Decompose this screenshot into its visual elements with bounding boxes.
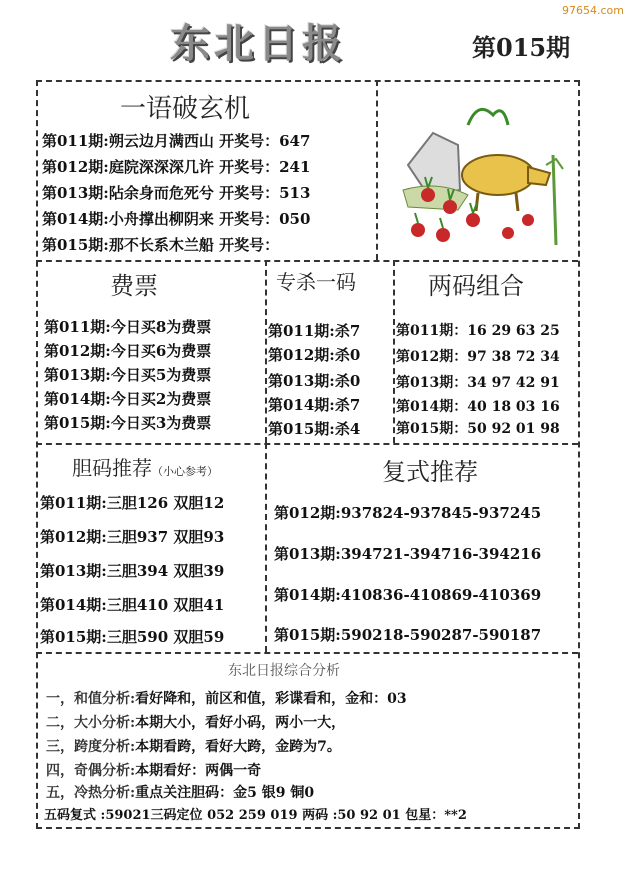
divider-fei-zhuan: [265, 260, 267, 443]
fushi-row: 第013期:394721-394716-394216: [274, 545, 542, 563]
zhuansha-row: 第013期:杀0: [268, 372, 361, 390]
riddle-row: 第012期:庭院深深深几许 开奖号：241: [42, 158, 311, 176]
liangma-row: 第014期：40 18 03 16: [396, 399, 560, 415]
danma-row: 第011期:三胆126 双胆12: [40, 494, 225, 512]
analysis-text: 本期大小，看好小码，两小一大，: [135, 715, 346, 731]
issue-number: 第015期: [472, 33, 571, 62]
divider-dan-fushi: [265, 443, 267, 652]
analysis-text: 本期看好：两偶一奇: [135, 763, 262, 779]
analysis-text: 本期看跨，看好大跨，金跨为7。: [135, 739, 341, 755]
feipiao-row: 第014期:今日买2为费票: [44, 390, 212, 408]
zhuansha-title: 专杀一码: [276, 270, 356, 294]
fushi-row: 第014期:410836-410869-410369: [274, 586, 542, 604]
fushi-row: 第015期:590218-590287-590187: [274, 626, 542, 644]
analysis-footer: 五码复式 :59021三码定位 052 259 019 两码 :50 92 01 包星：**2: [44, 808, 467, 823]
divider-zhuan-liang: [393, 260, 395, 443]
liangma-title: 两码组合: [428, 272, 524, 300]
analysis-row: [46, 760, 261, 780]
feipiao-title: 费票: [110, 272, 158, 300]
divider-row1: [36, 260, 578, 262]
liangma-row: 第015期：50 92 01 98: [396, 421, 560, 437]
analysis-row: [46, 782, 314, 802]
feipiao-row: 第012期:今日买6为费票: [44, 342, 212, 360]
analysis-key: 三，跨度分析:: [46, 739, 136, 755]
divider-row2: [36, 443, 578, 445]
danma-title-text: 胆码推荐: [72, 456, 152, 480]
riddle-row: 第014期:小舟撑出柳阴来 开奖号：050: [42, 210, 311, 228]
analysis-row: [46, 688, 407, 708]
divider-row3: [36, 652, 578, 654]
riddle-row: 第015期:那不长系木兰船 开奖号：: [42, 236, 280, 254]
riddle-row: 第011期:朔云边月满西山 开奖号：647: [42, 132, 311, 150]
feipiao-row: 第015期:今日买3为费票: [44, 414, 212, 432]
analysis-key: 五，冷热分析:: [46, 785, 136, 801]
danma-row: 第014期:三胆410 双胆41: [40, 596, 225, 614]
liangma-row: 第011期：16 29 63 25: [396, 323, 560, 339]
riddle-title: 一语破玄机: [120, 94, 251, 124]
analysis-key: 四，奇偶分析:: [46, 763, 136, 779]
analysis-row: [46, 712, 345, 732]
danma-row: 第012期:三胆937 双胆93: [40, 528, 225, 546]
site-watermark: 97654.com: [562, 4, 624, 17]
fushi-title: 复式推荐: [382, 458, 478, 486]
fushi-row: 第012期:937824-937845-937245: [274, 504, 542, 522]
zhuansha-row: 第014期:杀7: [268, 396, 361, 414]
riddle-row: 第013期:阽余身而危死兮 开奖号：513: [42, 184, 311, 202]
feipiao-row: 第011期:今日买8为费票: [44, 318, 212, 336]
danma-row: 第015期:三胆590 双胆59: [40, 628, 225, 646]
danma-row: 第013期:三胆394 双胆39: [40, 562, 225, 580]
zhuansha-row: 第011期:杀7: [268, 322, 361, 340]
analysis-title: 东北日报综合分析: [228, 663, 340, 679]
analysis-text: 重点关注胆码：金5 银9 铜0: [135, 785, 315, 801]
masthead-title: 东北日报: [170, 20, 346, 67]
liangma-row: 第012期：97 38 72 34: [396, 349, 560, 365]
danma-title: [72, 452, 218, 481]
danma-note: （小心参考）: [152, 465, 218, 478]
analysis-key: 二，大小分析:: [46, 715, 136, 731]
analysis-text: 看好降和，前区和值，彩谍看和，金和：03: [135, 691, 407, 707]
analysis-row: [46, 736, 341, 756]
zhuansha-row: 第012期:杀0: [268, 346, 361, 364]
boar-radish-illustration: [398, 95, 570, 247]
liangma-row: 第013期：34 97 42 91: [396, 375, 560, 391]
zhuansha-row: 第015期:杀4: [268, 420, 361, 438]
feipiao-row: 第013期:今日买5为费票: [44, 366, 212, 384]
analysis-key: 一，和值分析:: [46, 691, 136, 707]
divider-riddle-pic: [376, 80, 378, 260]
